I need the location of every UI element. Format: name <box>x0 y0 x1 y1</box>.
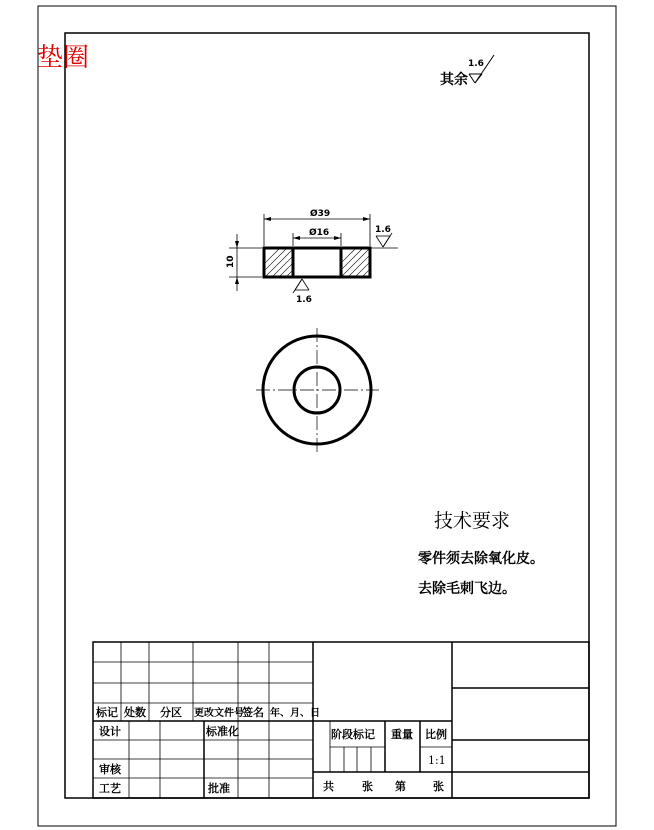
header-mark: 标记 <box>96 706 118 719</box>
label-stage-mark: 阶段标记 <box>331 728 375 741</box>
header-count: 处数 <box>124 706 146 719</box>
dim-thickness: 10 <box>226 255 236 268</box>
label-sheets: 张 <box>362 780 373 793</box>
title-block <box>93 642 589 798</box>
tech-requirements-title: 技术要求 <box>434 510 511 532</box>
dim-outer-diameter: Ø39 <box>310 209 331 219</box>
label-review: 审核 <box>99 763 121 776</box>
part-name: 垫圈 <box>37 43 90 73</box>
label-design: 设计 <box>99 725 121 738</box>
header-signature: 签名 <box>242 706 264 719</box>
label-weight: 重量 <box>391 728 413 741</box>
hatch-left <box>241 247 316 287</box>
tech-requirement-2: 去除毛刺飞边。 <box>418 581 516 597</box>
label-approve: 批准 <box>208 782 230 795</box>
roughness-bottom-icon <box>293 279 309 293</box>
label-process: 工艺 <box>99 782 121 795</box>
roughness-top-value: 1.6 <box>375 225 391 235</box>
label-standardization: 标准化 <box>206 725 239 738</box>
label-page: 第 <box>395 780 406 793</box>
label-total: 共 <box>323 780 334 793</box>
scale-value: 1:1 <box>428 754 446 767</box>
dim-inner-diameter: Ø16 <box>309 228 330 238</box>
header-change-doc: 更改文件号 <box>194 708 244 719</box>
label-scale: 比例 <box>425 728 447 741</box>
header-zone: 分区 <box>160 706 182 719</box>
roughness-bottom-value: 1.6 <box>296 295 312 305</box>
hatch-right <box>317 247 392 287</box>
default-roughness-value: 1.6 <box>468 59 484 69</box>
top-view <box>256 328 379 452</box>
label-sheet: 张 <box>433 780 444 793</box>
roughness-top-icon <box>370 233 398 248</box>
default-roughness-label: 其余 <box>440 72 468 88</box>
header-date: 年、月、日 <box>270 708 320 719</box>
section-view <box>226 208 398 305</box>
tech-requirement-1: 零件须去除氧化皮。 <box>418 551 544 567</box>
